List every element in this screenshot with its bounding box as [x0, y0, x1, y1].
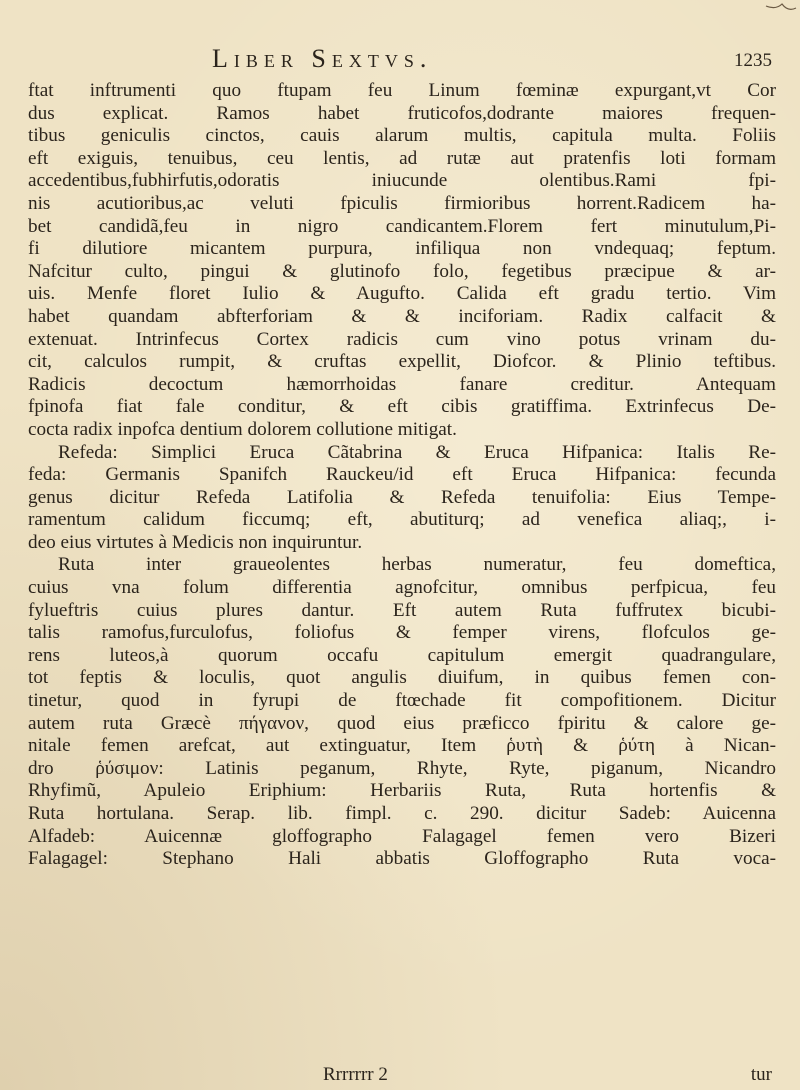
text-line: rens luteos,à quorum occafu capitulum emergit quadrangulare,	[28, 644, 776, 666]
running-head	[0, 44, 800, 84]
text-line: nitale femen arefcat, aut extinguatur, Item ῥυτὴ & ῥύτη à Nican-	[28, 735, 776, 757]
text-line: uis. Menfe floret Iulio & Augufto. Calida eft gradu tertio. Vim	[28, 283, 776, 305]
body-text	[28, 80, 776, 871]
text-line: Radicis decoctum hæmorrhoidas fanare creditur. Antequam	[28, 373, 776, 395]
text-line: fylueftris cuius plures dantur. Eft autem Ruta fuffrutex bicubi-	[28, 599, 776, 621]
text-line: Rhyfimũ, Apuleio Eriphium: Herbariis Ruta, Ruta hortenfis &	[28, 780, 776, 802]
text-line: cit, calculos rumpit, & cruftas expellit, Diofcor. & Plinio teftibus.	[28, 351, 776, 373]
text-line: eft exiguis, tenuibus, ceu lentis, ad rutæ aut pratenfis loti formam	[28, 147, 776, 169]
paragraph-start-line: Ruta inter graueolentes herbas numeratur, feu domeftica,	[58, 554, 776, 576]
text-line: Falagagel: Stephano Hali abbatis Gloffographo Ruta voca-	[28, 848, 776, 870]
page-corner-mark	[760, 0, 800, 30]
paragraph-start-line: Refeda: Simplici Eruca Cãtabrina & Eruca Hifpanica: Italis Re-	[58, 441, 776, 463]
text-line: accedentibus,fubhirfutis,odoratis iniucunde olentibus.Rami fpi-	[28, 170, 776, 192]
text-line: Ruta hortulana. Serap. lib. fimpl. c. 290. dicitur Sadeb: Auicenna	[28, 803, 776, 824]
text-line: cuius vna folum differentia agnofcitur, omnibus perfpicua, feu	[28, 577, 776, 599]
text-line: ramentum calidum ficcumq; eft, abutiturq; ad venefica aliaq;, i-	[28, 509, 776, 531]
text-line: tot feptis & loculis, quot angulis diuifum, in quibus femen con-	[28, 667, 776, 689]
text-line: dro ῥύσιμον: Latinis peganum, Rhyte, Ryte, piganum, Nicandro	[28, 757, 776, 779]
text-line: tibus geniculis cinctos, cauis alarum multis, capitula multa. Foliis	[28, 125, 776, 147]
text-line: genus dicitur Refeda Latifolia & Refeda tenuifolia: Eius Tempe-	[28, 486, 776, 508]
text-line: extenuat. Intrinfecus Cortex radicis cum vino potus vrinam du-	[28, 328, 776, 350]
text-line: cocta radix inpofca dentium dolorem collutione mitigat.	[28, 418, 457, 440]
catchword: tur	[750, 1064, 772, 1085]
text-line: talis ramofus,furculofus, foliofus & femper virens, flofculos ge-	[28, 622, 776, 644]
text-line: Nafcitur culto, pingui & glutinofo folo, fegetibus præcipue & ar-	[28, 260, 776, 282]
text-line: fpinofa fiat fale conditur, & eft cibis gratiffima. Extrinfecus De-	[28, 396, 776, 418]
text-line: tinetur, quod in fyrupi de ftœchade fit compofitionem. Dicitur	[28, 690, 776, 712]
signature-mark: Rrrrrrr 2	[323, 1064, 388, 1085]
text-line: fi dilutiore micantem purpura, infiliqua non vndequaq; feptum.	[28, 238, 776, 260]
text-line: nis acutioribus,ac veluti fpiculis firmioribus horrent.Radicem ha-	[28, 192, 776, 214]
text-line: habet quandam abfterforiam & & inciforiam. Radix calfacit &	[28, 305, 776, 327]
text-line: feda: Germanis Spanifch Rauckeu/id eft Eruca Hifpanica: fecunda	[28, 464, 776, 486]
text-line: autem ruta Græcè πήγανον, quod eius præficco fpiritu & calore ge-	[28, 712, 776, 734]
running-head-title: Liber Sextvs.	[212, 44, 433, 73]
page-footer	[28, 1064, 776, 1090]
text-line: deo eius virtutes à Medicis non inquiruntur.	[28, 531, 363, 553]
text-line: bet candidã,feu in nigro candicantem.Florem fert minutulum,Pi-	[28, 215, 776, 237]
text-line: Alfadeb: Auicennæ gloffographo Falagagel femen vero Bizeri	[28, 825, 776, 847]
text-line: ftat inftrumenti quo ftupam feu Linum fœminæ expurgant,vt Cor	[28, 80, 776, 101]
text-line: dus explicat. Ramos habet fruticofos,dodrante maiores frequen-	[28, 102, 776, 124]
page-number: 1235	[734, 50, 772, 71]
